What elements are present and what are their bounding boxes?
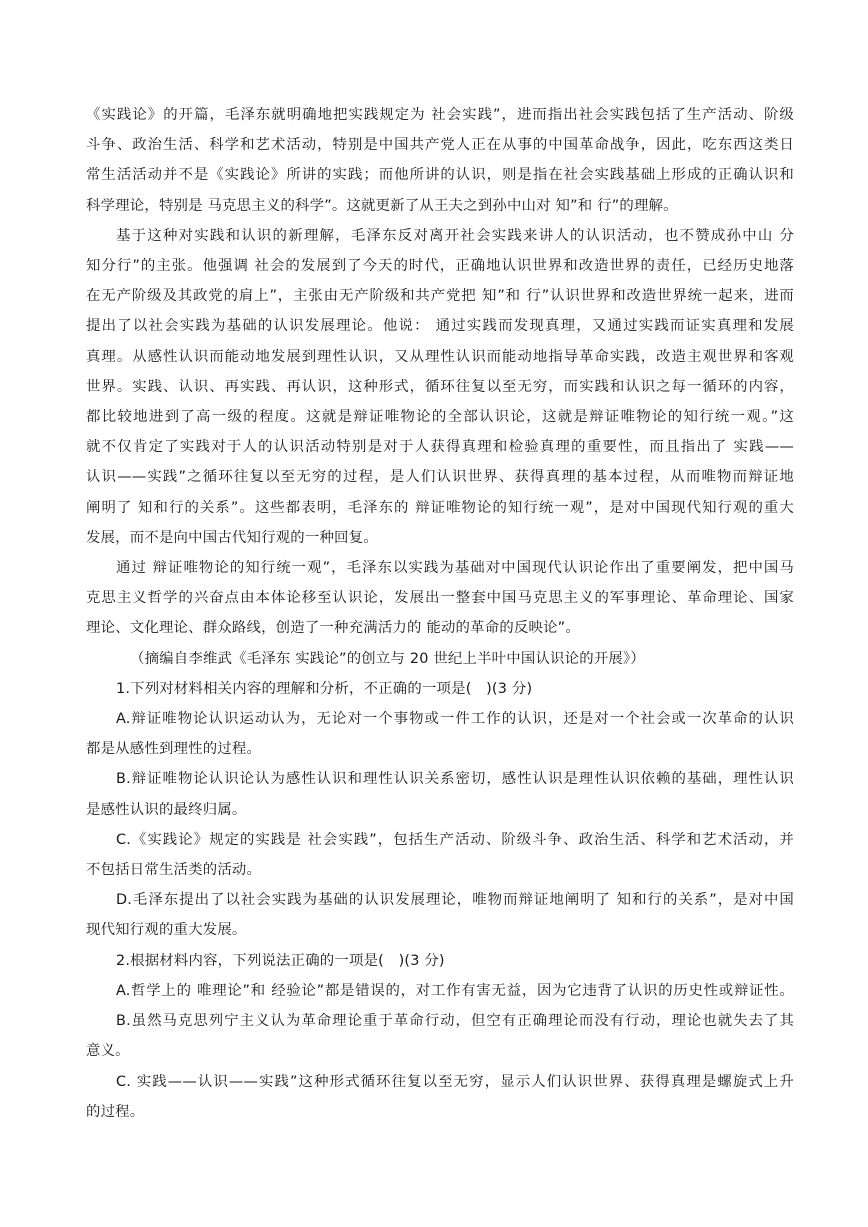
text-line: 就不仅肯定了实践对于人的认识活动特别是对于人获得真理和检验真理的重要性，而且指出了 实践—— — [86, 439, 794, 456]
text-line: B.辩证唯物论认识论认为感性认识和理性认识关系密切，感性认识是理性认识依赖的基础，理性认识 — [116, 771, 794, 788]
text-line: 在无产阶级及其政党的肩上”，主张由无产阶级和共产党把 知”和 行”认识世界和改造世界统一起来，进而 — [86, 288, 794, 305]
text-line: 常生活活动并不是《实践论》所讲的实践；而他所讲的认识，则是指在社会实践基础上形成的正确认识和 — [86, 167, 794, 184]
text-line: （摘编自李维武《毛泽东 实践论”的创立与 20 世纪上半叶中国认识论的开展》） — [130, 650, 645, 667]
text-line: 的过程。 — [86, 1103, 145, 1120]
text-line: 世界。实践、认识、再实践、再认识，这种形式，循环往复以至无穷，而实践和认识之每一循环的内容， — [86, 378, 794, 395]
text-line: 克思主义哲学的兴奋点由本体论移至认识论，发展出一整套中国马克思主义的军事理论、革命理论、国家 — [86, 590, 794, 607]
text-line: A.辩证唯物论认识运动认为，无论对一个事物或一件工作的认识，还是对一个社会或一次革命的认识 — [116, 711, 794, 728]
text-line: 发展，而不是向中国古代知行观的一种回复。 — [86, 529, 378, 546]
text-line: 真理。从感性认识而能动地发展到理性认识，又从理性认识而能动地指导革命实践，改造主观世界和客观 — [86, 348, 794, 365]
text-line: 知分行”的主张。他强调 社会的发展到了今天的时代，正确地认识世界和改造世界的责任，已经历史地落 — [86, 258, 794, 275]
text-line: 都比较地进到了高一级的程度。这就是辩证唯物论的全部认识论，这就是辩证唯物论的知行统一观。”这 — [86, 409, 794, 426]
text-line: 通过 辩证唯物论的知行统一观”，毛泽东以实践为基础对中国现代认识论作出了重要阐发，把中国马 — [116, 560, 794, 577]
text-line: B.虽然马克思列宁主义认为革命理论重于革命行动，但空有正确理论而没有行动，理论也就失去了其 — [116, 1013, 794, 1030]
text-line: 斗争、政治生活、科学和艺术活动，特别是中国共产党人正在从事的中国革命战争，因此，吃东西这类日 — [86, 137, 794, 154]
document-page — [86, 100, 794, 1127]
text-line: 现代知行观的重大发展。 — [86, 922, 247, 939]
text-line: A.哲学上的 唯理论”和 经验论”都是错误的，对工作有害无益，因为它违背了认识的历史性或辩证性。 — [116, 982, 794, 999]
text-line: 基于这种对实践和认识的新理解，毛泽东反对离开社会实践来讲人的认识活动，也不赞成孙中山 分 — [116, 227, 794, 244]
text-line: C.《实践论》规定的实践是 社会实践”，包括生产活动、阶级斗争、政治生活、科学和艺术活动，并 — [116, 831, 794, 848]
text-line: 意义。 — [86, 1043, 130, 1060]
text-line: C. 实践——认识——实践”这种形式循环往复以至无穷，显示人们认识世界、获得真理是螺旋式上升 — [116, 1073, 794, 1090]
text-line: 2.根据材料内容，下列说法正确的一项是( )(3 分) — [116, 952, 445, 969]
text-line: 《实践论》的开篇，毛泽东就明确地把实践规定为 社会实践”，进而指出社会实践包括了生产活动、阶级 — [86, 107, 794, 123]
text-line: 理论、文化理论、群众路线，创造了一种充满活力的 能动的革命的反映论”。 — [86, 620, 580, 637]
text-line: 不包括日常生活类的活动。 — [86, 862, 262, 879]
text-line: 1.下列对材料相关内容的理解和分析，不正确的一项是( )(3 分) — [116, 680, 533, 697]
text-line: 阐明了 知和行的关系”。这些都表明，毛泽东的 辩证唯物论的知行统一观”，是对中国现代知行观的重大 — [86, 499, 794, 516]
text-line: 提出了以社会实践为基础的认识发展理论。他说： 通过实践而发现真理，又通过实践而证实真理和发展 — [86, 318, 794, 335]
text-line: D.毛泽东提出了以社会实践为基础的认识发展理论，唯物而辩证地阐明了 知和行的关系”，是对中国 — [116, 892, 794, 909]
text-line: 认识——实践”之循环往复以至无穷的过程，是人们认识世界、获得真理的基本过程，从而唯物而辩证地 — [86, 469, 794, 486]
text-line: 科学理论，特别是 马克思主义的科学”。这就更新了从王夫之到孙中山对 知”和 行”的理解。 — [86, 197, 678, 214]
text-line: 是感性认识的最终归属。 — [86, 801, 247, 818]
text-line: 都是从感性到理性的过程。 — [86, 741, 262, 758]
